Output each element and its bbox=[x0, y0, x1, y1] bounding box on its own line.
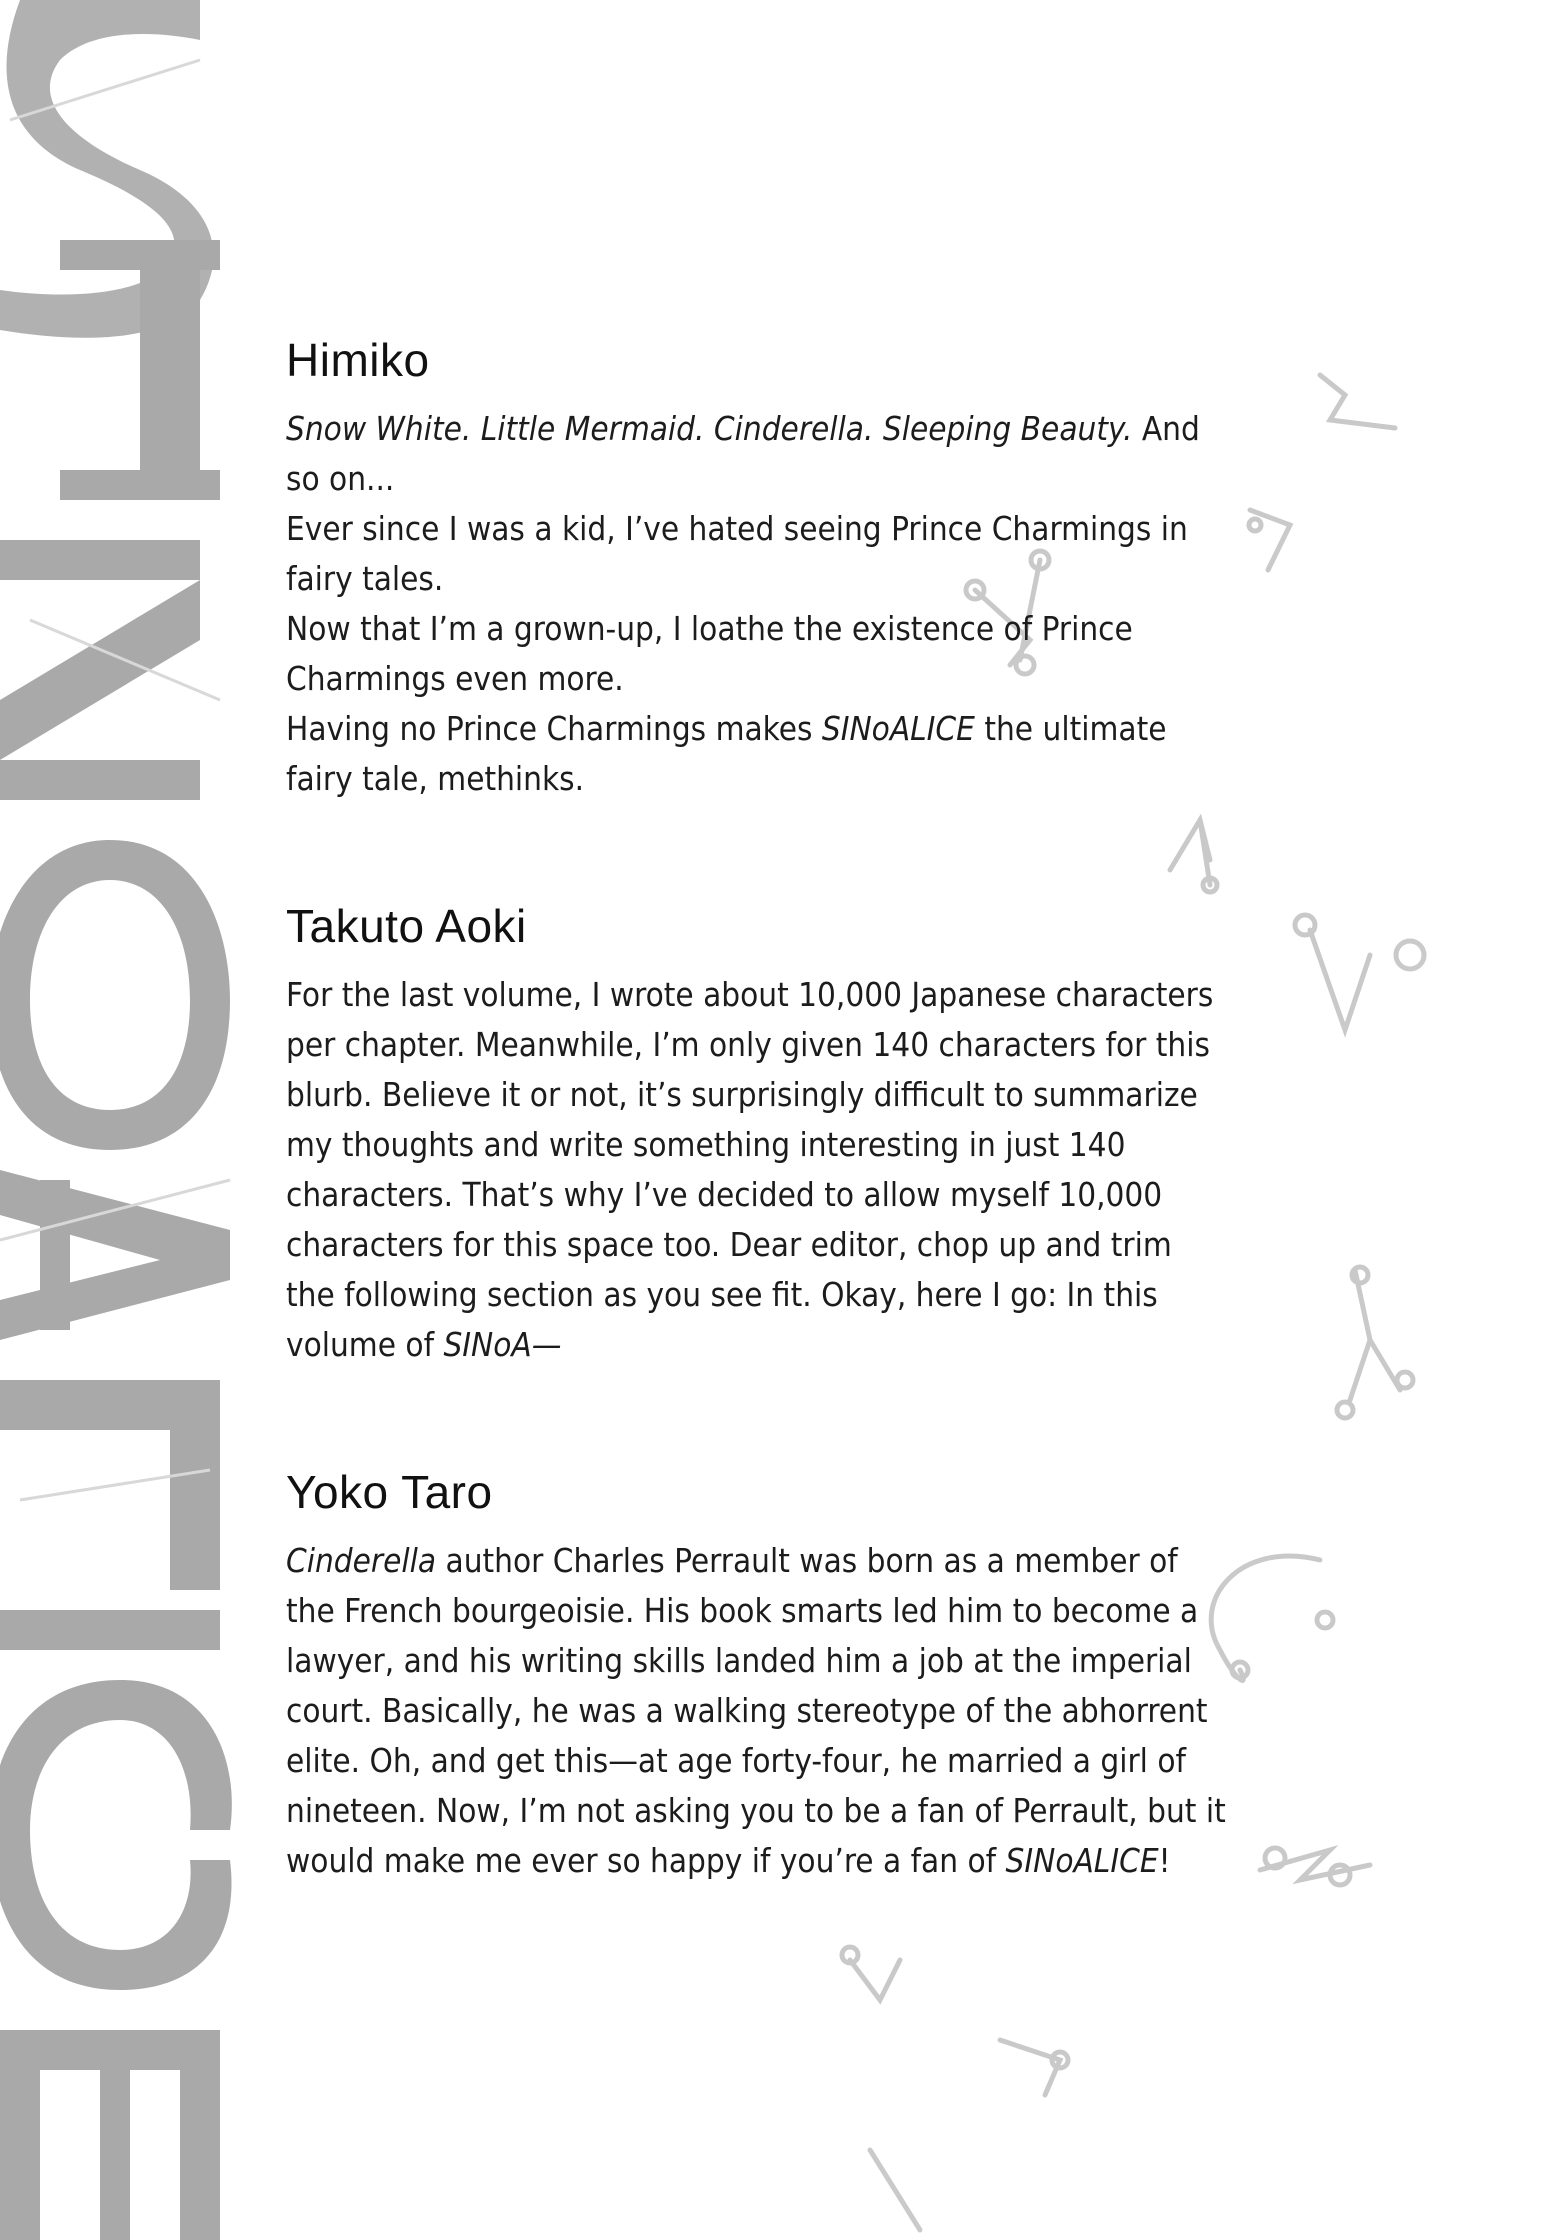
author-name: Himiko bbox=[286, 334, 430, 386]
author-name: Yoko Taro bbox=[286, 1466, 493, 1518]
sinoalice-vertical-logo-art bbox=[0, 0, 240, 2240]
author-comment bbox=[286, 970, 1226, 1370]
italic-text: Snow White. Little Mermaid. Cinderella. Sleeping Beauty. bbox=[286, 409, 1133, 448]
text-run: And so on... bbox=[286, 409, 1200, 498]
comment-paragraph bbox=[286, 504, 1226, 604]
comment-paragraph bbox=[286, 604, 1226, 704]
text-run: author Charles Perrault was born as a member of the French bourgeoisie. His book smarts led him to become a lawyer, and his writing skills landed him a job at the imperial court. Basically, he was a walking stereotype of the abhorrent elite. Oh, and get this—at age forty-four, he married a girl of nineteen. Now, I’m not asking you to be a fan of Perrault, but it would make me ever so happy if you’re a fan of bbox=[286, 1541, 1226, 1880]
italic-text: SINoA— bbox=[443, 1325, 562, 1364]
text-run: Having no Prince Charmings makes bbox=[286, 709, 822, 748]
comment-paragraph bbox=[286, 970, 1226, 1370]
text-run: the ultimate fairy tale, methinks. bbox=[286, 709, 1167, 798]
author-comments bbox=[286, 330, 1246, 1978]
text-run: For the last volume, I wrote about 10,000 Japanese characters per chapter. Meanwhile, I’m only given 140 characters for this blurb. Believe it or not, it’s surprisingly difficult to summarize my thoughts and write something interesting in just 140 characters. That’s why I’ve decided to allow myself 10,000 characters for this space too. Dear editor, chop up and trim the following section as you see fit. Okay, here I go: In this volume of bbox=[286, 975, 1214, 1364]
comment-paragraph bbox=[286, 1536, 1226, 1886]
author-section-takuto-aoki bbox=[286, 896, 1246, 1370]
author-name: Takuto Aoki bbox=[286, 900, 527, 952]
italic-text: SINoALICE bbox=[821, 709, 975, 748]
text-run: ! bbox=[1158, 1841, 1171, 1880]
text-run: Ever since I was a kid, I’ve hated seeing Prince Charmings in fairy tales. bbox=[286, 509, 1188, 598]
italic-text: SINoALICE bbox=[1005, 1841, 1159, 1880]
comment-paragraph bbox=[286, 704, 1226, 804]
comment-paragraph bbox=[286, 404, 1226, 504]
italic-text: Cinderella bbox=[286, 1541, 437, 1580]
author-comment bbox=[286, 404, 1226, 804]
author-section-yoko-taro bbox=[286, 1462, 1246, 1886]
author-comment bbox=[286, 1536, 1226, 1886]
author-section-himiko bbox=[286, 330, 1246, 804]
text-run: Now that I’m a grown-up, I loathe the existence of Prince Charmings even more. bbox=[286, 609, 1133, 698]
